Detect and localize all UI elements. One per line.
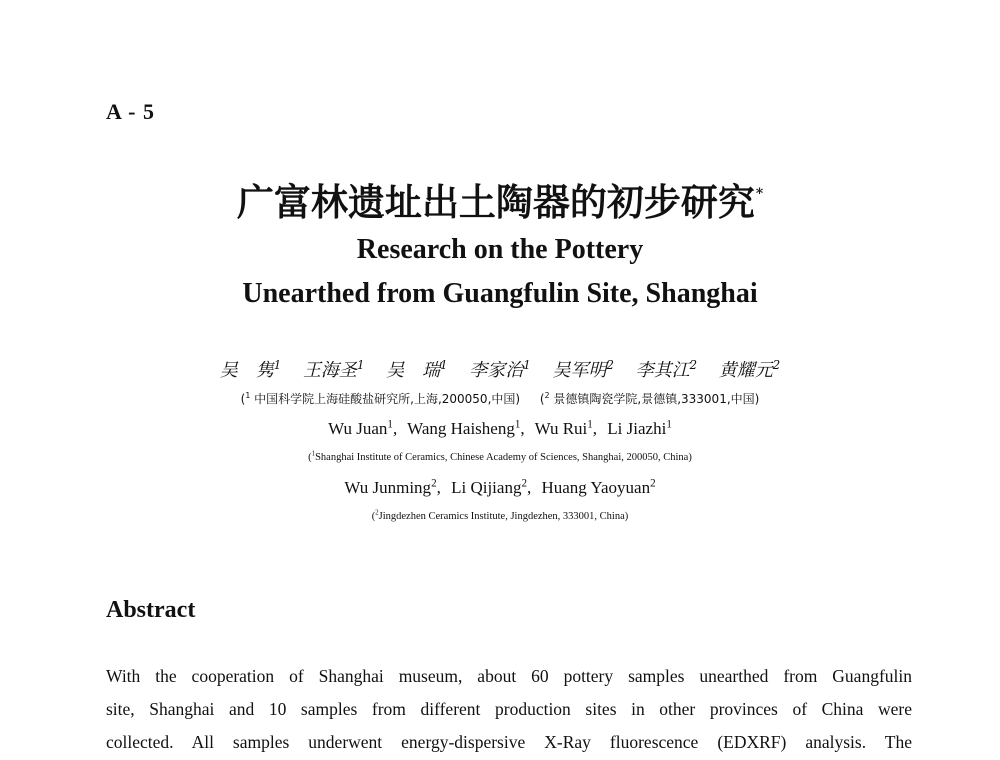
english-author: Wang Haisheng$^1$ — [407, 418, 521, 438]
chinese-author: 黄耀元$^2$ — [718, 358, 781, 381]
title-footnote-mark: * — [755, 185, 764, 202]
english-author: Li Qijiang$^2$ — [451, 477, 527, 497]
chinese-authors — [0, 356, 1000, 382]
chinese-title — [0, 172, 1000, 226]
chinese-author: 吴 隽$^1$ — [219, 358, 282, 381]
abstract-body — [106, 660, 912, 759]
chinese-affiliations — [0, 390, 1000, 407]
english-authors-line-2: Wu Junming$^2$, Li Qijiang$^2$, Huang Yaoyuan$^2$ — [344, 477, 656, 497]
chinese-author: 李其江$^2$ — [635, 358, 698, 381]
english-affiliation-1: ($^1$Shanghai Institute of Ceramics, Chinese Academy of Sciences, Shanghai, 200050, China) — [308, 450, 692, 463]
section-code: A - 5 — [106, 99, 155, 124]
english-author: Huang Yaoyuan$^2$ — [541, 477, 656, 497]
chinese-affiliation-2: ($^2$ 景德镇陶瓷学院,景德镇,333001,中国) — [539, 391, 760, 406]
abstract-heading: Abstract — [106, 597, 196, 623]
english-authors-line-1: Wu Juan$^1$, Wang Haisheng$^1$, Wu Rui$^1$, Li Jiazhi$^1$ — [328, 418, 672, 438]
chinese-author: 李家治$^1$ — [469, 358, 531, 381]
chinese-author: 吴 瑞$^1$ — [386, 358, 448, 381]
english-author: Wu Juan$^1$ — [328, 418, 393, 438]
english-author: Li Jiazhi$^1$ — [607, 418, 672, 438]
chinese-title-text: 广富林遗址出土陶器的初步研究 — [236, 180, 755, 224]
english-affiliation-2: ($^2$Jingdezhen Ceramics Institute, Jingdezhen, 333001, China) — [371, 509, 629, 522]
abstract-line: site, Shanghai and 10 samples from different production sites in other provinces of China were — [106, 699, 912, 719]
chinese-author: 王海圣$^1$ — [302, 358, 365, 381]
english-author: Wu Junming$^2$ — [344, 477, 437, 497]
english-title-line-1: Research on the Pottery — [356, 234, 644, 265]
abstract-line: collected. All samples underwent energy-dispersive X-Ray fluorescence (EDXRF) analysis. The — [106, 732, 912, 752]
english-title-line-2: Unearthed from Guangfulin Site, Shanghai — [242, 278, 758, 309]
chinese-author: 吴军明$^2$ — [552, 358, 614, 381]
abstract-line: With the cooperation of Shanghai museum, about 60 pottery samples unearthed from Guangfulin — [106, 666, 912, 686]
english-author: Wu Rui$^1$ — [534, 418, 593, 438]
chinese-affiliation-1: ($^1$ 中国科学院上海硅酸盐研究所,上海,200050,中国) — [240, 391, 521, 406]
